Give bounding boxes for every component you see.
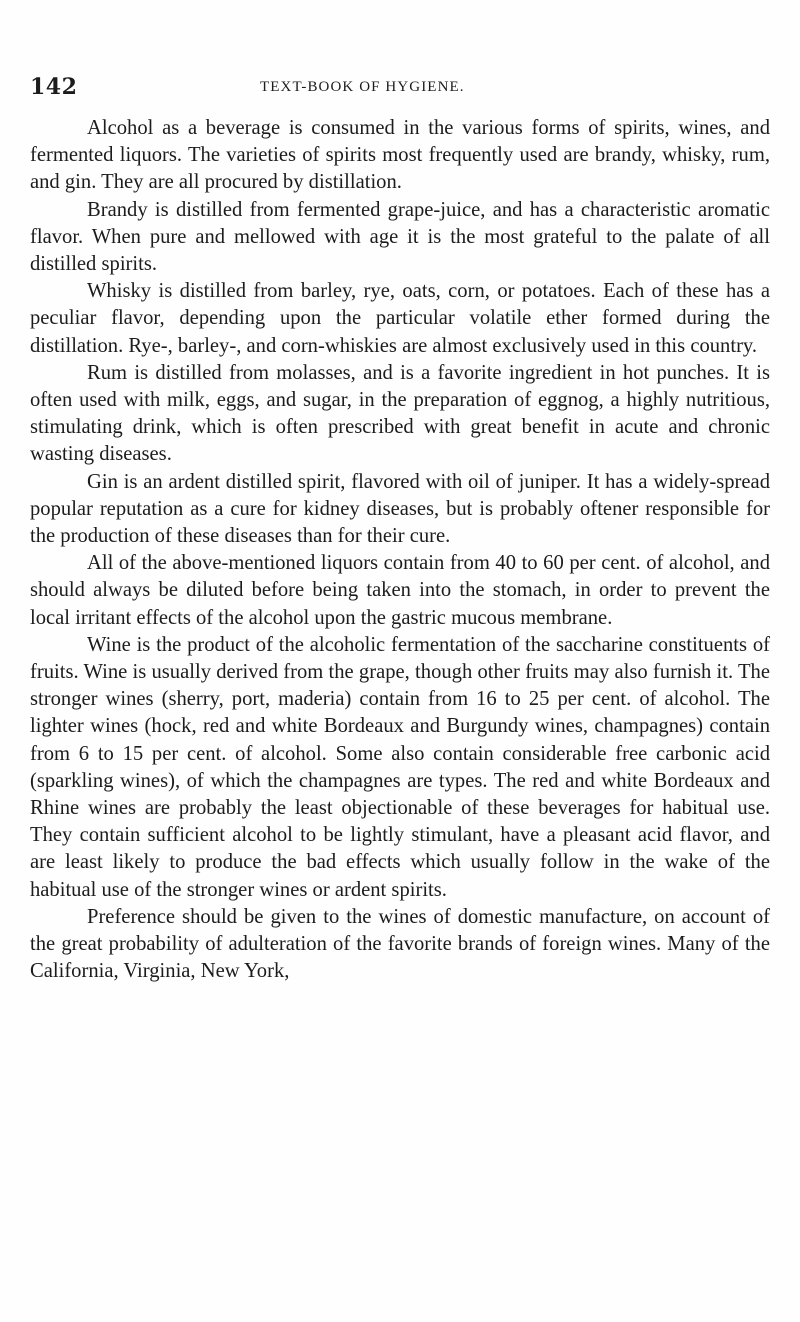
- page-header: [30, 74, 770, 104]
- paragraph-brandy: Brandy is distilled from fermented grape-juice, and has a characteristic aromatic flavor. When pure and mellowed with age it is the most grateful to the palate of all distilled spirits.: [30, 198, 770, 276]
- paragraph-alcohol: Alcohol as a beverage is consumed in the various forms of spirits, wines, and fermented liquors. The varieties of spirits most frequently used are brandy, whisky, rum, and gin. They are all procured by distillation.: [30, 117, 770, 194]
- paragraph-whisky: Whisky is distilled from barley, rye, oats, corn, or potatoes. Each of these has a peculiar flavor, depending upon the particular volatile ether formed during the distillation. Rye-, barley-, and corn-whiskies are almost exclusively used in this country.: [30, 280, 770, 357]
- body-text: [30, 115, 770, 986]
- paragraph-liquors: All of the above-mentioned liquors contain from 40 to 60 per cent. of alcohol, and should always be diluted before being taken into the stomach, in order to prevent the local irritant effects of the alcohol upon the gastric mucous membrane.: [30, 552, 770, 629]
- paragraph-gin: Gin is an ardent distilled spirit, flavored with oil of juniper. It has a widely-spread popular reputation as a cure for kidney diseases, but is probably oftener responsible for the production of these diseases than for their cure.: [30, 470, 770, 548]
- paragraph-rum: Rum is distilled from molasses, and is a favorite ingredient in hot punches. It is often used with milk, eggs, and sugar, in the preparation of eggnog, a highly nutritious, stimulating drink, which is often prescribed with great benefit in acute and chronic wasting diseases.: [30, 361, 770, 466]
- paragraph-wine: Wine is the product of the alcoholic fermentation of the saccharine constituents of fruits. Wine is usually derived from the grape, though other fruits may also furnish it. The stronger wines (sherry, port, maderia) contain from 16 to 25 per cent. of alcohol. The lighter wines (hock, red and white Bordeaux and Burgundy wines, champagnes) contain from 6 to 15 per cent. of alcohol. Some also contain considerable free carbonic acid (sparkling wines), of which the champagnes are types. The red and white Bordeaux and Rhine wines are probably the least objectionable of these beverages for habitual use. They contain sufficient alcohol to be lightly stimulant, have a pleasant acid flavor, and are least likely to produce the bad effects which usually follow in the wake of the habitual use of the stronger wines or ardent spirits.: [30, 633, 770, 901]
- running-title: TEXT-BOOK OF HYGIENE.: [260, 79, 465, 95]
- paragraph-preference: Preference should be given to the wines of domestic manufacture, on account of the great probability of adulteration of the favorite brands of foreign wines. Many of the California, Virginia, New York,: [30, 905, 770, 983]
- page-number: 142: [30, 74, 78, 100]
